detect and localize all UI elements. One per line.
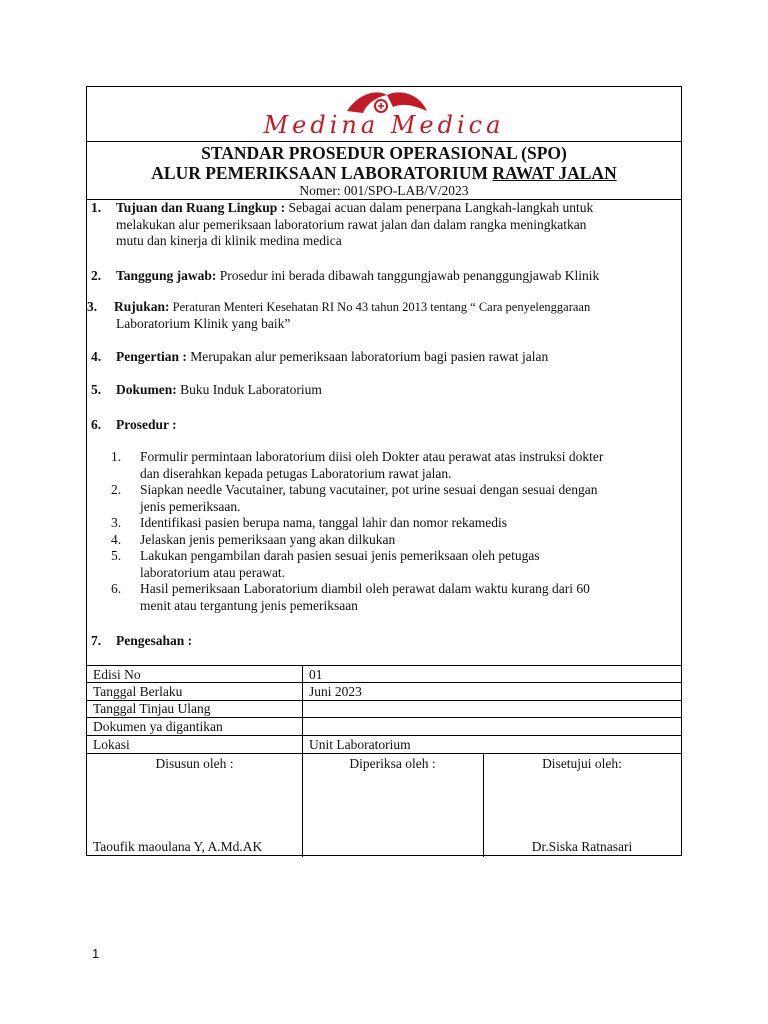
document-number: Nomer: 001/SPO-LAB/V/2023	[299, 183, 469, 198]
procedure-list	[111, 449, 671, 614]
divider	[87, 141, 681, 142]
document-frame	[86, 86, 682, 856]
table-label: Edisi No	[93, 667, 141, 682]
table-value: 01	[309, 667, 323, 682]
section-text: Peraturan Menteri Kesehatan RI No 43 tahun 2013 tentang “ Cara penyelenggaraan	[169, 300, 591, 314]
step-text: Identifikasi pasien berupa nama, tanggal lahir dan nomor rekamedis	[140, 515, 507, 530]
table-value: Juni 2023	[309, 684, 362, 699]
section-text: Prosedur ini berada dibawah tanggungjawab penanggungjawab Klinik	[216, 268, 600, 283]
section-number: 3.	[87, 299, 98, 314]
signature-heading-disusun: Disusun oleh :	[155, 756, 234, 771]
signature-name-disetujui: Dr.Siska Ratnasari	[531, 839, 633, 854]
table-label: Dokumen ya digantikan	[93, 719, 223, 734]
section-text: melakukan alur pemeriksaan laboratorium rawat jalan dan dalam rangka meningkatkan	[116, 216, 587, 232]
table-label: Lokasi	[93, 737, 130, 752]
table-border	[87, 665, 681, 666]
table-border	[87, 735, 681, 736]
step-text: laboratorium atau perawat.	[140, 564, 286, 580]
step-number: 6.	[111, 581, 122, 596]
list-item	[111, 548, 671, 581]
step-text: Siapkan needle Vacutainer, tabung vacutainer, pot urine sesuai dengan sesuai dengan	[140, 482, 598, 497]
step-number: 5.	[111, 548, 122, 563]
table-border	[87, 753, 681, 754]
section-label: Dokumen:	[116, 382, 177, 397]
subtitle-underlined-part: RAWAT JALAN	[492, 163, 617, 183]
section-label: Pengertian :	[116, 349, 187, 364]
list-item	[111, 515, 671, 532]
section-number: 6.	[91, 417, 102, 432]
section-number: 4.	[91, 349, 102, 364]
step-number: 1.	[111, 449, 122, 464]
table-label: Tanggal Berlaku	[93, 684, 183, 699]
step-text: dan diserahkan kepada petugas Laboratorium rawat jalan.	[140, 465, 452, 481]
logo	[227, 89, 541, 141]
step-text: jenis pemeriksaan.	[140, 498, 241, 514]
signature-heading-diperiksa: Diperiksa oleh :	[349, 756, 436, 771]
section-label: Tujuan dan Ruang Lingkup :	[116, 200, 286, 215]
section-number: 1.	[91, 200, 102, 215]
list-item	[111, 581, 671, 614]
section-label: Prosedur :	[116, 417, 177, 432]
document-title: STANDAR PROSEDUR OPERASIONAL (SPO)	[201, 143, 567, 163]
list-item	[111, 449, 671, 482]
section-text: Merupakan alur pemeriksaan laboratorium bagi pasien rawat jalan	[186, 349, 549, 364]
table-border	[87, 682, 681, 683]
table-value: Unit Laboratorium	[309, 737, 411, 752]
step-text: Formulir permintaan laboratorium diisi oleh Dokter atau perawat atas instruksi dokter	[140, 449, 604, 464]
list-item	[111, 532, 671, 549]
section-text: Sebagai acuan dalam penerpana Langkah-langkah untuk	[285, 200, 594, 215]
section-text: Buku Induk Laboratorium	[176, 382, 322, 397]
section-number: 5.	[91, 382, 102, 397]
step-number: 2.	[111, 482, 122, 497]
page-number: 1	[92, 946, 100, 961]
section-label: Pengesahan :	[116, 633, 193, 648]
document-subtitle	[87, 163, 681, 184]
section-label: Rujukan:	[114, 299, 170, 314]
section-label: Tanggung jawab:	[116, 268, 217, 283]
section-text: Laboratorium Klinik yang baik”	[116, 315, 291, 331]
signature-name-disusun: Taoufik maoulana Y, A.Md.AK	[93, 839, 263, 854]
list-item	[111, 482, 671, 515]
step-text: Hasil pemeriksaan Laboratorium diambil oleh perawat dalam waktu kurang dari 60	[140, 581, 590, 596]
step-number: 4.	[111, 531, 122, 547]
table-label: Tanggal Tinjau Ulang	[93, 701, 211, 716]
section-number: 7.	[91, 633, 102, 648]
logo-wordmark: Medina Medica	[263, 111, 505, 139]
table-border	[87, 717, 681, 718]
step-text: menit atau tergantung jenis pemeriksaan	[140, 597, 358, 613]
section-text: mutu dan kinerja di klinik medina medica	[116, 233, 342, 248]
subtitle-part: ALUR PEMERIKSAAN LABORATORIUM	[151, 163, 493, 183]
step-text: Jelaskan jenis pemeriksaan yang akan dilkukan	[140, 531, 396, 547]
signature-heading-disetujui: Disetujui oleh:	[542, 756, 622, 771]
step-text: Lakukan pengambilan darah pasien sesuai jenis pemeriksaan oleh petugas	[140, 548, 540, 563]
section-number: 2.	[91, 268, 102, 283]
step-number: 3.	[111, 515, 122, 530]
